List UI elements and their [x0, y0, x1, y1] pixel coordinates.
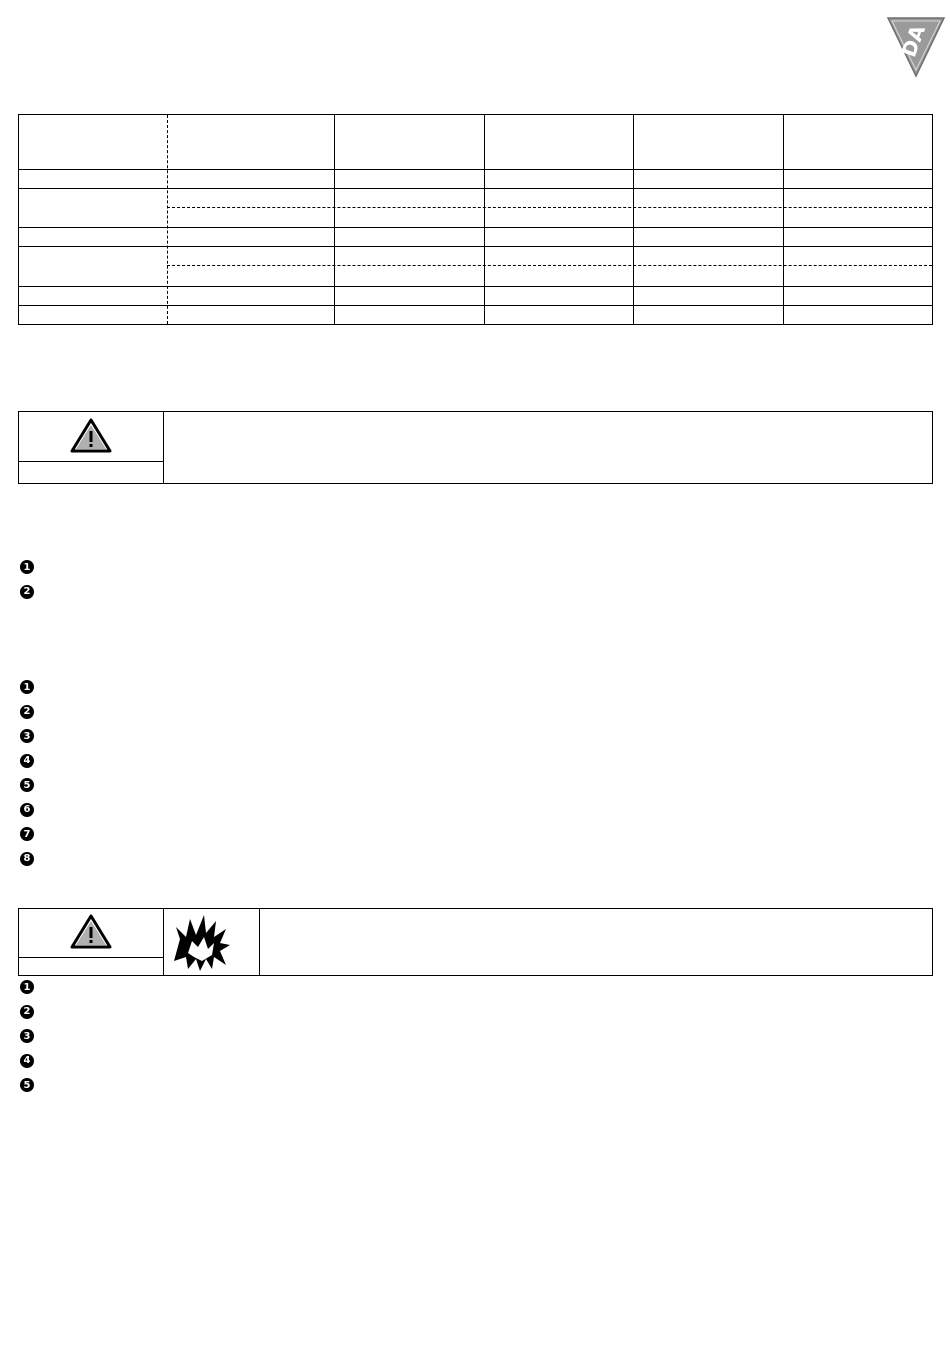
- language-code: DA: [896, 21, 930, 61]
- list-item: [20, 749, 44, 774]
- list-item: [20, 798, 44, 823]
- warning-triangle-icon: [19, 909, 164, 957]
- list-item: [20, 847, 44, 872]
- number-marker: 4: [20, 754, 34, 768]
- language-badge-da: [886, 14, 946, 78]
- number-marker: 1: [20, 980, 34, 994]
- table-row-divider: [167, 207, 932, 208]
- number-marker: 3: [20, 1029, 34, 1043]
- list-item: [20, 724, 44, 749]
- number-marker: 6: [20, 803, 34, 817]
- specifications-table: [18, 114, 933, 325]
- table-column-divider: [633, 115, 634, 324]
- table-row-divider: [167, 265, 932, 266]
- table-row-divider: [19, 188, 932, 189]
- list-item: [20, 1049, 44, 1074]
- explosion-icon: [164, 909, 259, 975]
- explosion-icon-cell: [163, 909, 259, 975]
- table-row-divider: [19, 305, 932, 306]
- warning-label: [19, 957, 164, 975]
- list-item: [20, 580, 44, 605]
- number-marker: 1: [20, 560, 34, 574]
- number-marker: 2: [20, 1005, 34, 1019]
- numbered-list: [20, 675, 44, 871]
- number-marker: 3: [20, 729, 34, 743]
- number-marker: 5: [20, 778, 34, 792]
- table-column-divider: [484, 115, 485, 324]
- number-marker: 2: [20, 585, 34, 599]
- number-marker: 2: [20, 705, 34, 719]
- list-item: [20, 1000, 44, 1025]
- table-row-divider: [19, 169, 932, 170]
- warning-icon-cell: [19, 412, 164, 461]
- table-row-divider: [19, 246, 932, 247]
- number-marker: 8: [20, 852, 34, 866]
- warning-label: [19, 461, 164, 483]
- list-item: [20, 1024, 44, 1049]
- list-item: [20, 700, 44, 725]
- warning-box: [18, 411, 933, 484]
- table-row-divider: [19, 227, 932, 228]
- number-marker: 4: [20, 1054, 34, 1068]
- list-item: [20, 555, 44, 580]
- list-item: [20, 675, 44, 700]
- table-column-divider: [334, 115, 335, 324]
- list-item: [20, 975, 44, 1000]
- table-column-divider: [167, 115, 168, 324]
- warning-icon-cell: [19, 909, 164, 957]
- list-item: [20, 1073, 44, 1098]
- list-item: [20, 773, 44, 798]
- table-column-divider: [783, 115, 784, 324]
- warning-text: [163, 412, 932, 483]
- table-row-divider: [19, 286, 932, 287]
- numbered-list: [20, 975, 44, 1098]
- number-marker: 5: [20, 1078, 34, 1092]
- warning-box: [18, 908, 933, 976]
- warning-text: [259, 909, 932, 975]
- list-item: [20, 822, 44, 847]
- number-marker: 1: [20, 680, 34, 694]
- warning-triangle-icon: [19, 412, 164, 461]
- number-marker: 7: [20, 827, 34, 841]
- numbered-list: [20, 555, 44, 604]
